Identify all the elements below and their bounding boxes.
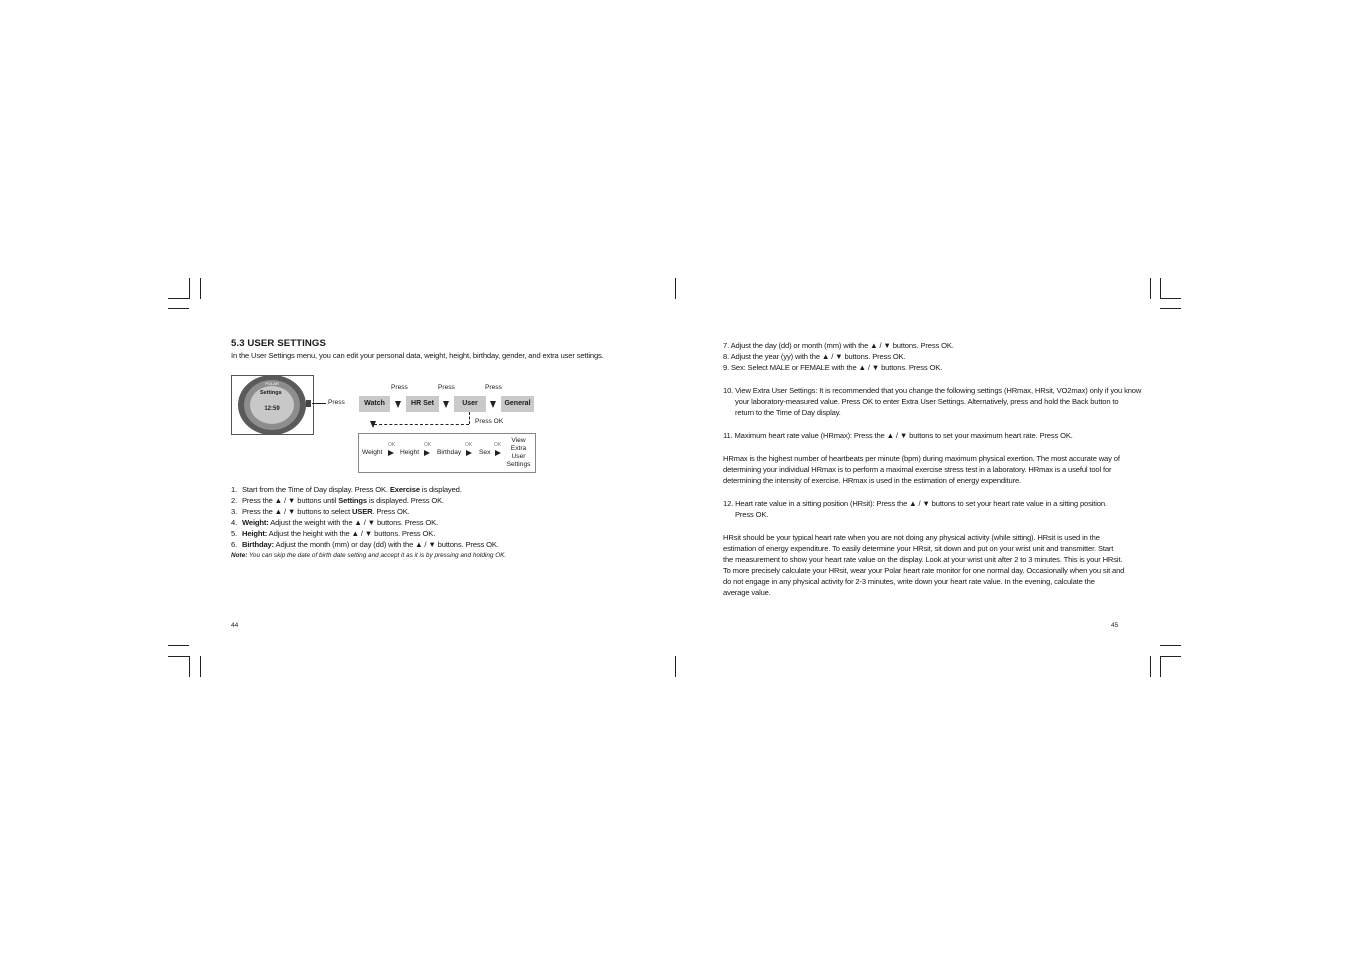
crop-mark <box>1160 656 1161 677</box>
crop-mark <box>1160 645 1181 646</box>
ok-label: OK <box>388 442 396 448</box>
crop-mark <box>168 298 189 299</box>
ok-label: OK <box>424 442 432 448</box>
crop-mark <box>168 308 189 309</box>
step-item: 5. Height: Adjust the height with the ▲ / ▼ buttons. Press OK. <box>231 529 436 538</box>
press-ok-label: Press OK <box>475 418 504 425</box>
crop-mark <box>168 645 189 646</box>
step-item: 7. Adjust the day (dd) or month (mm) with the ▲ / ▼ buttons. Press OK. <box>723 341 954 350</box>
crop-mark <box>1160 298 1181 299</box>
step-item: 9. Sex: Select MALE or FEMALE with the ▲ / ▼ buttons. Press OK. <box>723 363 943 372</box>
steps-top <box>723 340 954 373</box>
press-side-label: Press <box>328 399 345 406</box>
step-item: 2. Press the ▲ / ▼ buttons until Settings is displayed. Press OK. <box>231 496 444 505</box>
ok-label: OK <box>494 442 502 448</box>
menu-user: User <box>454 396 486 412</box>
right-arrow-icon <box>495 450 501 456</box>
crop-mark <box>168 656 189 657</box>
crop-mark <box>1150 656 1151 677</box>
crop-mark <box>189 278 190 299</box>
menu-watch: Watch <box>359 396 390 412</box>
crop-mark <box>1160 656 1181 657</box>
down-arrow-icon <box>370 421 376 428</box>
step-11: 11. Maximum heart rate value (HRmax): Press the ▲ / ▼ buttons to set your maximum heart rate. Press OK. <box>723 431 1073 440</box>
step-item: 3. Press the ▲ / ▼ buttons to select USER. Press OK. <box>231 507 410 516</box>
crop-mark <box>200 278 201 299</box>
page-number-left: 44 <box>231 622 239 629</box>
svg-text:12:59: 12:59 <box>264 406 280 412</box>
right-arrow-icon <box>466 450 472 456</box>
step-item: 8. Adjust the year (yy) with the ▲ / ▼ buttons. Press OK. <box>723 352 906 361</box>
ok-label: OK <box>465 442 473 448</box>
right-arrow-icon <box>424 450 430 456</box>
crop-mark <box>675 278 676 299</box>
menu-hr-set: HR Set <box>406 396 439 412</box>
crop-mark <box>1150 278 1151 299</box>
note: Note: You can skip the date of birth date setting and accept it as it is by pressing and holding OK. <box>231 552 507 559</box>
submenu-weight: Weight <box>362 449 383 456</box>
down-arrow-icon <box>443 401 449 408</box>
step-12: 12. Heart rate value in a sitting position (HRsit): Press the ▲ / ▼ buttons to set your heart rate value in a sitting position. Press OK. <box>723 499 1107 519</box>
step-item: 1. Start from the Time of Day display. Press OK. Exercise is displayed. <box>231 485 462 494</box>
press-label: Press <box>391 384 408 391</box>
submenu-height: Height <box>400 449 420 456</box>
hrsit-paragraph: HRsit should be your typical heart rate when you are not doing any physical activity (while sitting). HRsit is used in the estimation of energy expenditure. To easily determine your HRsit, sit down and put on your wrist unit and transmitter. Start the measurement to show your heart rate value on the display. Look at your wrist unit after 2 to 3 minutes. This is your HRsit. To more precisely calculate your HRsit, wear your Polar heart rate monitor for one normal day. Occasionally when you sit and do not engage in any physical activity for 2-3 minutes, write down your heart rate value. In the evening, calculate the average value. <box>723 533 1125 597</box>
submenu-view-extra: View Extra User Settings <box>506 437 531 468</box>
intro-text: In the User Settings menu, you can edit your personal data, weight, height, birthday, gender, and extra user settings. <box>231 351 604 360</box>
dashed-connector <box>469 412 470 424</box>
section-title: 5.3 USER SETTINGS <box>231 338 326 349</box>
crop-mark <box>1160 308 1181 309</box>
press-label: Press <box>485 384 502 391</box>
press-pointer-line <box>312 403 326 404</box>
crop-mark <box>675 656 676 677</box>
crop-mark <box>189 656 190 677</box>
crop-mark <box>200 656 201 677</box>
step-10: 10. View Extra User Settings: It is recommended that you change the following settings (HRmax, HRsit, VO2max) only if you know your laboratory-measured value. Press OK to enter Extra User Settings. Alternatively, press and hold the Back button to return to the Time of Day display. <box>723 386 1142 417</box>
step-list <box>231 484 499 550</box>
down-arrow-icon <box>395 401 401 408</box>
page-number-right: 45 <box>1111 622 1119 629</box>
watch-screen-text: Settings <box>260 390 282 396</box>
down-arrow-icon <box>490 401 496 408</box>
step-item: 6. Birthday: Adjust the month (mm) or day (dd) with the ▲ / ▼ buttons. Press OK. <box>231 540 499 549</box>
submenu-sex: Sex <box>479 449 491 456</box>
step-item: 4. Weight: Adjust the weight with the ▲ / ▼ buttons. Press OK. <box>231 518 438 527</box>
hrmax-paragraph: HRmax is the highest number of heartbeats per minute (bpm) during maximum physical exertion. The most accurate way of determining your individual HRmax is to perform a maximal exercise stress test in a laboratory. HRmax is a useful tool for determining the intensity of exercise. HRmax is used in the estimation of energy expenditure. <box>723 454 1120 485</box>
submenu-birthday: Birthday <box>437 449 462 456</box>
right-arrow-icon <box>388 450 394 456</box>
press-label: Press <box>438 384 455 391</box>
watch-image <box>231 375 314 435</box>
menu-general: General <box>501 396 534 412</box>
crop-mark <box>1160 278 1161 299</box>
dashed-connector <box>374 424 469 425</box>
svg-text:POLAR: POLAR <box>265 381 279 386</box>
